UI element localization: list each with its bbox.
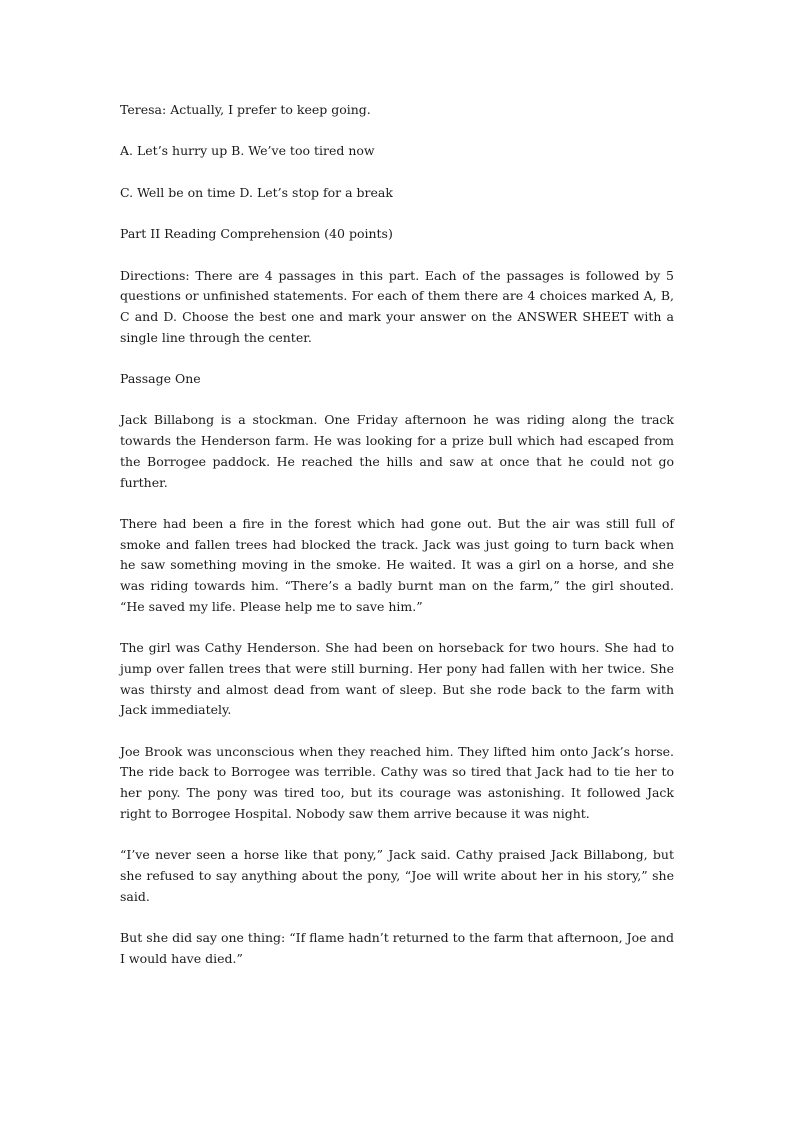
passage-paragraph-5: “I’ve never seen a horse like that pony,” Jack said. Cathy praised Jack Billabong, but she refused to say anything about the pony, “Joe will write about her in his story,” she said. (120, 847, 674, 904)
directions-paragraph: Directions: There are 4 passages in this part. Each of the passages is followed by 5 questions or unfinished statements. For each of them there are 4 choices marked A, B, C and D. Choose the best one and mark your answer on the ANSWER SHEET with a single line through the center. (120, 267, 674, 345)
option-line-a-b: A. Let’s hurry up B. We’ve too tired now (120, 143, 375, 159)
passage-paragraph-2: There had been a fire in the forest which had gone out. But the air was still full of smoke and fallen trees had blocked the track. Jack was just going to turn back when he saw something moving in the smoke. He waited. It was a girl on a horse, and she was riding towards him. “There’s a badly burnt man on the farm,” the girl shouted. “He saved my life. Please help me to save him.” (120, 515, 674, 614)
passage-paragraph-4: Joe Brook was unconscious when they reached him. They lifted him onto Jack’s horse. The ride back to Borrogee was terrible. Cathy was so tired that Jack had to tie her to her pony. The pony was tired too, but its courage was astonishing. It followed Jack right to Borrogee Hospital. Nobody saw them arrive because it was night. (120, 743, 674, 821)
dialogue-line-teresa: Teresa: Actually, I prefer to keep going. (120, 102, 371, 117)
passage-paragraph-1: Jack Billabong is a stockman. One Friday afternoon he was riding along the track towards the Henderson farm. He was looking for a prize bull which had escaped from the Borrogee paddock. He reached the hills and saw at once that he could not go further. (120, 412, 674, 490)
passage-paragraph-6: But she did say one thing: “If flame hadn’t returned to the farm that afternoon, Joe and I would have died.” (120, 929, 674, 966)
passage-paragraph-3: The girl was Cathy Henderson. She had been on horseback for two hours. She had to jump over fallen trees that were still burning. Her pony had fallen with her twice. She was thirsty and almost dead from want of sleep. But she rode back to the farm with Jack immediately. (120, 640, 674, 718)
option-line-c-d: C. Well be on time D. Let’s stop for a break (120, 184, 393, 200)
part-heading: Part II Reading Comprehension (40 points) (120, 226, 393, 242)
passage-title: Passage One (120, 371, 201, 387)
document-page (120, 100, 674, 990)
